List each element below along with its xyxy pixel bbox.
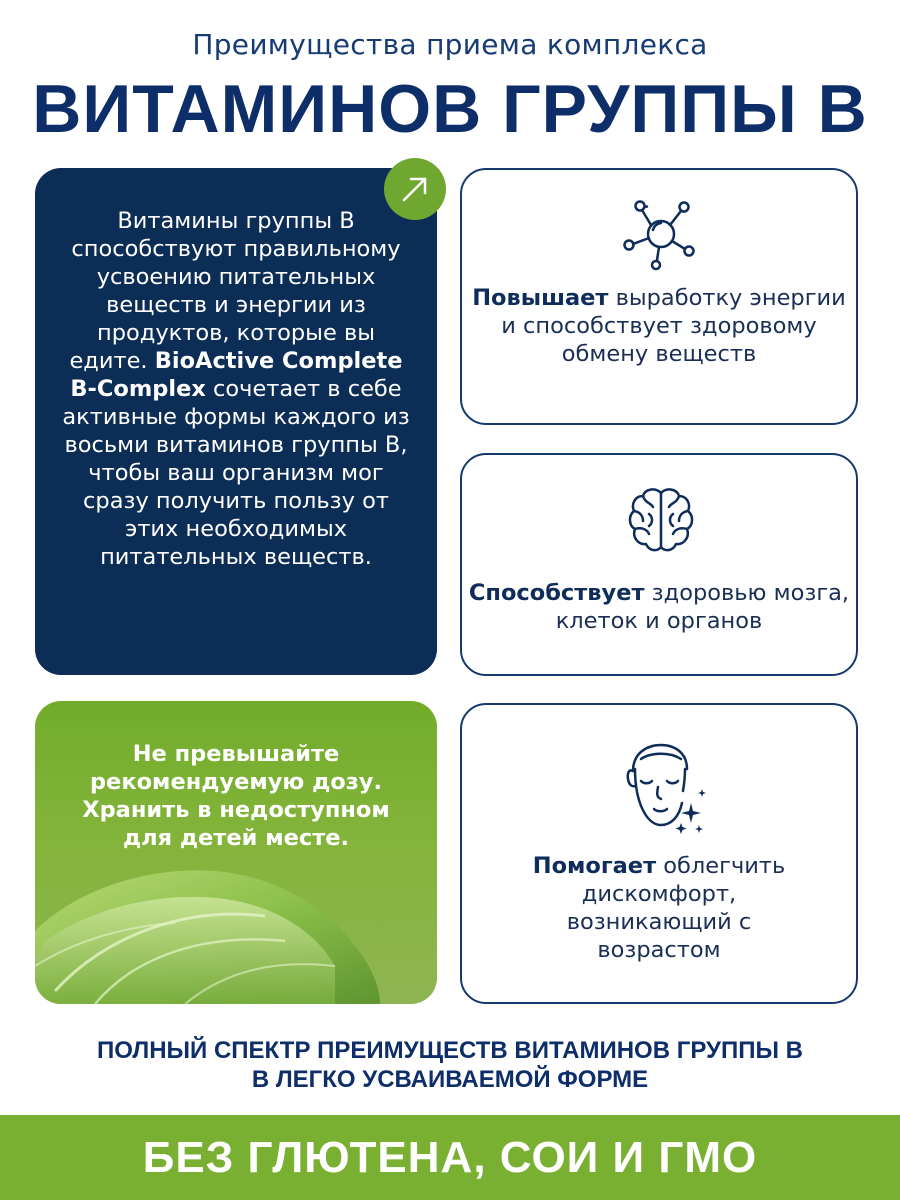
benefit-text-energy (462, 284, 856, 368)
intro-text-before: Витамины группы B способствуют правильному усвоению питательных веществ и энергии из продуктов, которые вы едите. (69, 208, 401, 374)
intro-text (55, 207, 417, 571)
footer-line-1: ПОЛНЫЙ СПЕКТР ПРЕИМУЩЕСТВ ВИТАМИНОВ ГРУППЫ В (97, 1037, 803, 1064)
warning-text: Не превышайте рекомендуемую дозу. Хранить в недоступном для детей месте. (82, 741, 390, 851)
arrow-up-right-icon[interactable] (384, 158, 446, 220)
benefit-card-energy (460, 168, 858, 425)
benefit-rest-energy: выработку энергии и способствует здоровому обмену веществ (501, 285, 846, 367)
face-sparkle-icon (619, 741, 711, 841)
benefit-rest-comfort: облегчить дискомфорт, возникающий с возрастом (566, 853, 786, 963)
benefit-card-brain (460, 453, 858, 676)
benefit-card-comfort (460, 703, 858, 1004)
intro-brand: BioActive Complete B-Complex (70, 348, 403, 402)
benefit-rest-brain: здоровью мозга, клеток и органов (555, 580, 850, 634)
footer-line-2: В ЛЕГКО УСВАИВАЕМОЙ ФОРМЕ (251, 1066, 649, 1093)
benefit-bold-comfort: Помогает (532, 853, 657, 879)
footer-banner-text: БЕЗ ГЛЮТЕНА, СОИ И ГМО (142, 1133, 758, 1182)
page-title: ВИТАМИНОВ ГРУППЫ В (32, 71, 868, 147)
benefit-text-brain (462, 579, 856, 635)
footer-tagline (0, 1036, 900, 1094)
brain-icon (621, 481, 701, 561)
benefit-bold-brain: Способствует (468, 580, 645, 606)
benefit-text-comfort (462, 852, 856, 964)
molecule-icon (621, 194, 701, 274)
benefit-bold-energy: Повышает (472, 285, 609, 311)
page-subtitle: Преимущества приема комплекса (192, 28, 708, 61)
intro-text-after: сочетает в себе активные формы каждого из восьми витаминов группы В, чтобы ваш организм мог сразу получить пользу от этих необходимых питательных веществ. (62, 376, 410, 570)
